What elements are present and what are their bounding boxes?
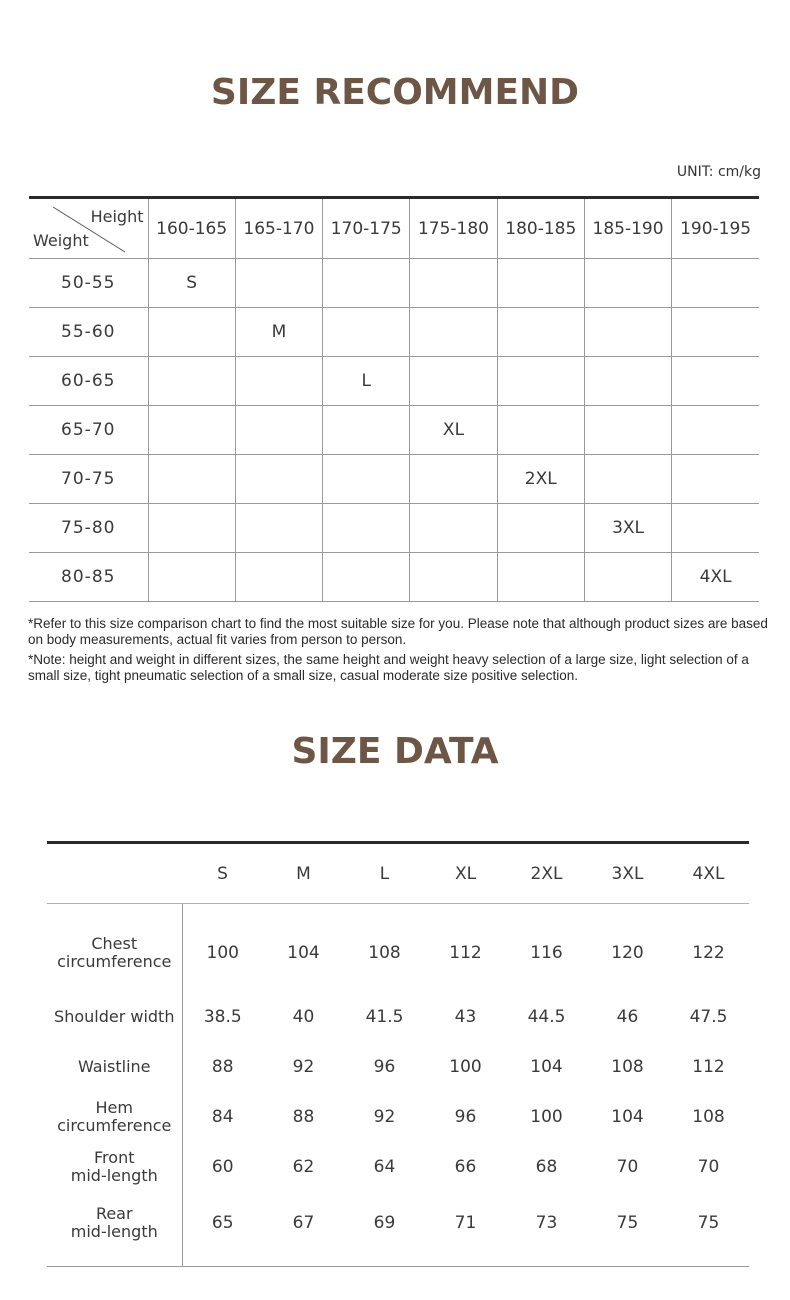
- size-recommend-table-wrap: [29, 196, 759, 602]
- size-cell: [584, 308, 671, 357]
- measurement-value: 75: [697, 1213, 720, 1233]
- measurement-row: [47, 1142, 749, 1192]
- measurement-value: 112: [692, 1057, 725, 1077]
- size-cell: [323, 553, 410, 602]
- measurement-value: 100: [206, 943, 239, 963]
- size-header-row: [47, 843, 749, 904]
- measurement-value: 43: [454, 1007, 477, 1027]
- weight-row: [29, 308, 759, 357]
- size-cell: [410, 259, 497, 308]
- weight-row: [29, 259, 759, 308]
- measurement-value: 40: [292, 1007, 315, 1027]
- size-cell: [672, 357, 759, 406]
- height-header: 190-195: [672, 198, 759, 259]
- size-header: 2XL: [506, 843, 587, 904]
- size-cell: [672, 455, 759, 504]
- size-cell: [410, 553, 497, 602]
- size-cell: [235, 553, 322, 602]
- size-header: 3XL: [587, 843, 668, 904]
- size-cell: [672, 308, 759, 357]
- measurement-label: Shoulder width: [47, 992, 182, 1042]
- weight-range: 75-80: [29, 504, 148, 553]
- size-data-table: [47, 841, 749, 1267]
- size-cell: [497, 259, 584, 308]
- measurement-value: 108: [368, 943, 401, 963]
- size-cell: [148, 504, 235, 553]
- size-cell: [584, 406, 671, 455]
- measurement-value: 66: [454, 1157, 477, 1177]
- size-header: 4XL: [668, 843, 749, 904]
- measurement-value: 71: [454, 1213, 477, 1233]
- size-cell: [235, 357, 322, 406]
- corner-cell: [29, 198, 148, 259]
- height-header: 185-190: [584, 198, 671, 259]
- size-cell: M: [235, 308, 322, 357]
- measurement-value: 100: [530, 1107, 563, 1127]
- size-cell: [672, 259, 759, 308]
- size-cell: XL: [410, 406, 497, 455]
- weight-range: 65-70: [29, 406, 148, 455]
- weight-row: [29, 357, 759, 406]
- measurement-value: 46: [616, 1007, 639, 1027]
- height-header: 175-180: [410, 198, 497, 259]
- measurement-value: 64: [373, 1157, 396, 1177]
- measurement-value: 88: [211, 1057, 234, 1077]
- size-header: L: [344, 843, 425, 904]
- weight-range: 50-55: [29, 259, 148, 308]
- measurement-label: Chest circumference: [47, 904, 182, 993]
- size-cell: [410, 308, 497, 357]
- size-data-table-wrap: [47, 841, 749, 1267]
- measurement-value: 96: [454, 1107, 477, 1127]
- weight-row: [29, 553, 759, 602]
- measurement-value: 92: [373, 1107, 396, 1127]
- measurement-value: 84: [211, 1107, 234, 1127]
- size-cell: 4XL: [672, 553, 759, 602]
- size-cell: [148, 553, 235, 602]
- size-cell: 2XL: [497, 455, 584, 504]
- weight-range: 55-60: [29, 308, 148, 357]
- height-header: 160-165: [148, 198, 235, 259]
- size-cell: [497, 504, 584, 553]
- size-header: S: [182, 843, 263, 904]
- size-header: M: [263, 843, 344, 904]
- weight-range: 70-75: [29, 455, 148, 504]
- measurement-value: 70: [697, 1157, 720, 1177]
- size-cell: [584, 357, 671, 406]
- size-notes: [28, 616, 768, 688]
- measurement-value: 70: [616, 1157, 639, 1177]
- size-cell: [410, 504, 497, 553]
- size-cell: [148, 308, 235, 357]
- measurement-row: [47, 904, 749, 993]
- measurement-row: [47, 1192, 749, 1267]
- height-header: 170-175: [323, 198, 410, 259]
- size-cell: [235, 455, 322, 504]
- size-cell: [584, 553, 671, 602]
- size-cell: [497, 406, 584, 455]
- size-data-title: SIZE DATA: [291, 731, 499, 772]
- size-cell: [323, 504, 410, 553]
- height-header: 180-185: [497, 198, 584, 259]
- unit-label: UNIT: cm/kg: [676, 164, 761, 180]
- size-cell: [497, 357, 584, 406]
- measurement-value: 120: [611, 943, 644, 963]
- note-text: *Note: height and weight in different sizes, the same height and weight heavy selection of a large size, light selection of a small size, tight pneumatic selection of a small size, casual moderate size positive selection.: [28, 652, 749, 683]
- size-cell: [148, 357, 235, 406]
- weight-row: [29, 504, 759, 553]
- measurement-label: Front mid-length: [47, 1142, 182, 1192]
- measurement-value: 104: [287, 943, 320, 963]
- size-cell: [410, 357, 497, 406]
- weight-row: [29, 406, 759, 455]
- measurement-value: 67: [292, 1213, 315, 1233]
- measurement-value: 47.5: [689, 1007, 728, 1027]
- size-cell: [672, 504, 759, 553]
- measurement-label: Hem circumference: [47, 1092, 182, 1142]
- measurement-value: 88: [292, 1107, 315, 1127]
- measurement-value: 104: [530, 1057, 563, 1077]
- weight-row: [29, 455, 759, 504]
- measurement-value: 38.5: [203, 1007, 242, 1027]
- note-text: *Refer to this size comparison chart to find the most suitable size for you. Please note that although product sizes are based on body measurements, actual fit varies from person to person.: [28, 616, 768, 647]
- measurement-label: Waistline: [47, 1042, 182, 1092]
- measurement-value: 41.5: [365, 1007, 404, 1027]
- size-cell: [584, 259, 671, 308]
- weight-range: 80-85: [29, 553, 148, 602]
- measurement-row: [47, 1042, 749, 1092]
- size-cell: [235, 406, 322, 455]
- size-recommend-table: [29, 196, 759, 602]
- size-cell: [235, 259, 322, 308]
- measurement-value: 75: [616, 1213, 639, 1233]
- weight-range: 60-65: [29, 357, 148, 406]
- measurement-value: 44.5: [527, 1007, 566, 1027]
- measurement-value: 104: [611, 1107, 644, 1127]
- size-cell: 3XL: [584, 504, 671, 553]
- measurement-value: 73: [535, 1213, 558, 1233]
- measurement-value: 65: [211, 1213, 234, 1233]
- size-cell: [323, 455, 410, 504]
- size-header: XL: [425, 843, 506, 904]
- empty-corner: [47, 843, 182, 904]
- size-cell: [410, 455, 497, 504]
- measurement-row: [47, 1092, 749, 1142]
- measurement-row: [47, 992, 749, 1042]
- size-cell: [323, 308, 410, 357]
- measurement-value: 108: [611, 1057, 644, 1077]
- measurement-value: 96: [373, 1057, 396, 1077]
- size-cell: [323, 259, 410, 308]
- size-cell: L: [323, 357, 410, 406]
- height-header-row: [29, 198, 759, 259]
- size-cell: [148, 455, 235, 504]
- measurement-value: 100: [449, 1057, 482, 1077]
- measurement-value: 122: [692, 943, 725, 963]
- measurement-value: 108: [692, 1107, 725, 1127]
- size-recommend-title: SIZE RECOMMEND: [210, 72, 580, 113]
- size-cell: [148, 406, 235, 455]
- height-axis-label: Height: [90, 207, 144, 226]
- measurement-value: 92: [292, 1057, 315, 1077]
- measurement-value: 116: [530, 943, 563, 963]
- size-cell: [235, 504, 322, 553]
- measurement-value: 62: [292, 1157, 315, 1177]
- size-cell: [497, 308, 584, 357]
- measurement-value: 112: [449, 943, 482, 963]
- measurement-value: 69: [373, 1213, 396, 1233]
- measurement-label: Rear mid-length: [47, 1192, 182, 1267]
- size-cell: S: [148, 259, 235, 308]
- measurement-value: 68: [535, 1157, 558, 1177]
- measurement-value: 60: [211, 1157, 234, 1177]
- height-header: 165-170: [235, 198, 322, 259]
- size-cell: [584, 455, 671, 504]
- weight-axis-label: Weight: [33, 231, 89, 250]
- size-cell: [323, 406, 410, 455]
- size-cell: [672, 406, 759, 455]
- size-cell: [497, 553, 584, 602]
